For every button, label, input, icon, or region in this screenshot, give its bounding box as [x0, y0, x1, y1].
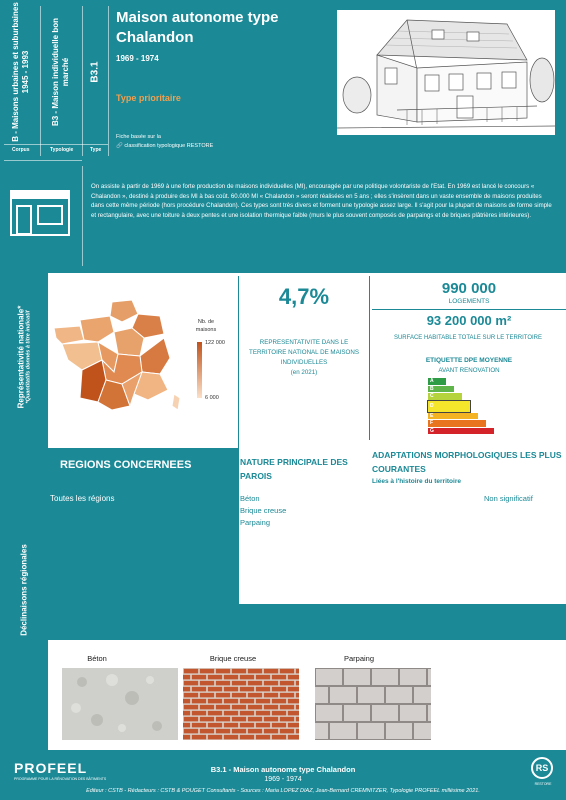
- decl-bottom-band: [238, 604, 566, 640]
- percent-year: (en 2021): [290, 369, 318, 376]
- house-drawing: [337, 10, 555, 135]
- paroi-item: Béton: [240, 494, 260, 503]
- parpaing-texture: [315, 668, 431, 740]
- page-title: Maison autonome type Chalandon: [116, 9, 279, 46]
- beton-texture: [62, 668, 178, 740]
- footer-credits: Editeur : CSTB - Rédacteurs : CSTB & POUGET Consultants - Sources : Maria LOPEZ DIAZ, Jean-Bernard CREMNITZER, Typologie PROFEEL millésime 2021.: [86, 788, 480, 794]
- link-icon: 🔗: [116, 143, 125, 149]
- type-column: [84, 0, 106, 144]
- logements-value: 990 000: [441, 280, 497, 297]
- fiche-note-line1: Fiche basée sur la: [116, 134, 161, 140]
- priority-label: Type prioritaire: [116, 93, 181, 103]
- dpe-subtitle: AVANT RENOVATION: [438, 367, 500, 374]
- restore-logo: RS: [531, 757, 553, 779]
- typologie-text: B3 - Maison individuelle bon marché: [51, 18, 70, 127]
- material-label-beton: Béton: [87, 654, 107, 663]
- col-label-type: Type: [90, 147, 102, 153]
- map-legend-min: 6 000: [205, 395, 219, 401]
- representativite-percent: 4,7%: [278, 284, 330, 309]
- intro-section: [0, 160, 566, 273]
- typologie-column: [42, 0, 80, 144]
- map-legend-gradient: [197, 342, 202, 398]
- fiche-note-line2: classification typologique RESTORE: [124, 143, 214, 149]
- profeel-logo: PROFEEL: [14, 760, 88, 776]
- house-sketch: [337, 10, 555, 135]
- adaptations-value: Non significatif: [484, 494, 533, 503]
- col-label-corpus: Corpus: [12, 147, 30, 153]
- restore-label: RESTORE: [534, 782, 552, 786]
- dpe-class-e: E: [428, 413, 478, 420]
- map-legend-title: Nb. de maisons: [195, 319, 217, 333]
- material-label-parpaing: Parpaing: [343, 654, 375, 663]
- paroi-item: Brique creuse: [240, 506, 287, 515]
- representativite-label: Représentativité nationale*: [16, 305, 26, 409]
- stat-divider: [372, 309, 566, 310]
- fiche-note: [116, 133, 213, 151]
- col-label-typologie: Typologie: [50, 147, 74, 153]
- intro-text: On assiste à partir de 1969 à une forte production de maisons individuelles (MI), encouragée par une politique volontariste de l'Etat. En 1969 est lancé le concours « Chalandon », destiné à produire des MI à bas coût. 60.000 MI « Chalandon » seront réalisées en 5 ans ; elles s'insèrent dans un vaste ensemble de maisons produites dans cette même période (hors procédure Chalandon). Ces types sont très divers et forment une typologie assez large. Il s'agit pour la plupart de maisons de forme simple et rectangulaire, avec une toiture à deux pentes et une isolation thermique faible (murs le plus souvent composés de parpaings et de briques plâtrières intérieures).: [91, 183, 552, 219]
- dpe-class-a: A: [428, 378, 446, 385]
- column-divider: [82, 166, 83, 266]
- regions-value: Toutes les régions: [50, 494, 115, 503]
- profeel-tagline: PROGRAMME POUR LA RÉNOVATION DES BÂTIMENTS: [14, 777, 107, 781]
- representativite-desc: [244, 338, 364, 378]
- dpe-class-c: C: [428, 393, 462, 400]
- corpus-text: B - Maisons urbaines et suburbaines 1945 - 1993: [11, 2, 30, 142]
- adaptations-title: ADAPTATIONS MORPHOLOGIQUES LES PLUS COURANTES: [372, 450, 562, 474]
- surface-value: 93 200 000 m²: [426, 313, 512, 328]
- parois-title: NATURE PRINCIPALE DES PAROIS: [240, 457, 348, 481]
- column-divider: [40, 6, 41, 156]
- declinaisons-side: [0, 440, 48, 750]
- column-divider: [108, 6, 109, 156]
- regions-title: REGIONS CONCERNEES: [60, 459, 192, 471]
- percent-description: REPRESENTATIVITE DANS LE TERRITOIRE NATIONAL DE MAISONS INDIVIDUELLES: [249, 339, 359, 366]
- dpe-class-b: B: [428, 386, 454, 393]
- dpe-scale: [428, 378, 494, 435]
- type-code: B3.1: [89, 61, 101, 83]
- header-divider: [4, 144, 108, 145]
- footer-years: 1969 - 1974: [264, 776, 302, 783]
- map-legend-max: 122 000: [205, 340, 225, 346]
- france-map: [52, 298, 182, 416]
- adaptations-subtitle: Liées à l'histoire du territoire: [372, 478, 461, 485]
- section-divider: [4, 160, 82, 161]
- column-divider: [369, 276, 370, 440]
- column-divider: [238, 276, 239, 440]
- footer-title: B3.1 - Maison autonome type Chalandon: [210, 765, 356, 774]
- representativite-note: *Quantitatifs donnés à titre indicatif: [25, 310, 32, 404]
- regions-panel: [48, 448, 238, 640]
- building-icon: [10, 190, 70, 236]
- surface-label: SURFACE HABITABLE TOTALE SUR LE TERRITOIRE: [393, 335, 543, 341]
- dpe-class-g: G: [428, 428, 494, 435]
- corpus-column: [4, 0, 38, 144]
- material-label-brique: Brique creuse: [209, 654, 257, 663]
- declinaisons-label: Déclinaisons régionales: [19, 544, 29, 636]
- period-years: 1969 - 1974: [116, 54, 159, 63]
- representativite-side: [0, 273, 48, 440]
- dpe-title: ETIQUETTE DPE MOYENNE: [425, 357, 513, 364]
- logements-label: LOGEMENTS: [448, 298, 490, 305]
- dpe-class-d: D: [428, 401, 470, 412]
- fiche-note-link[interactable]: [116, 142, 213, 151]
- column-divider: [82, 6, 83, 156]
- dpe-class-f: F: [428, 420, 486, 427]
- brique-texture: [183, 668, 299, 740]
- paroi-item: Parpaing: [240, 518, 271, 527]
